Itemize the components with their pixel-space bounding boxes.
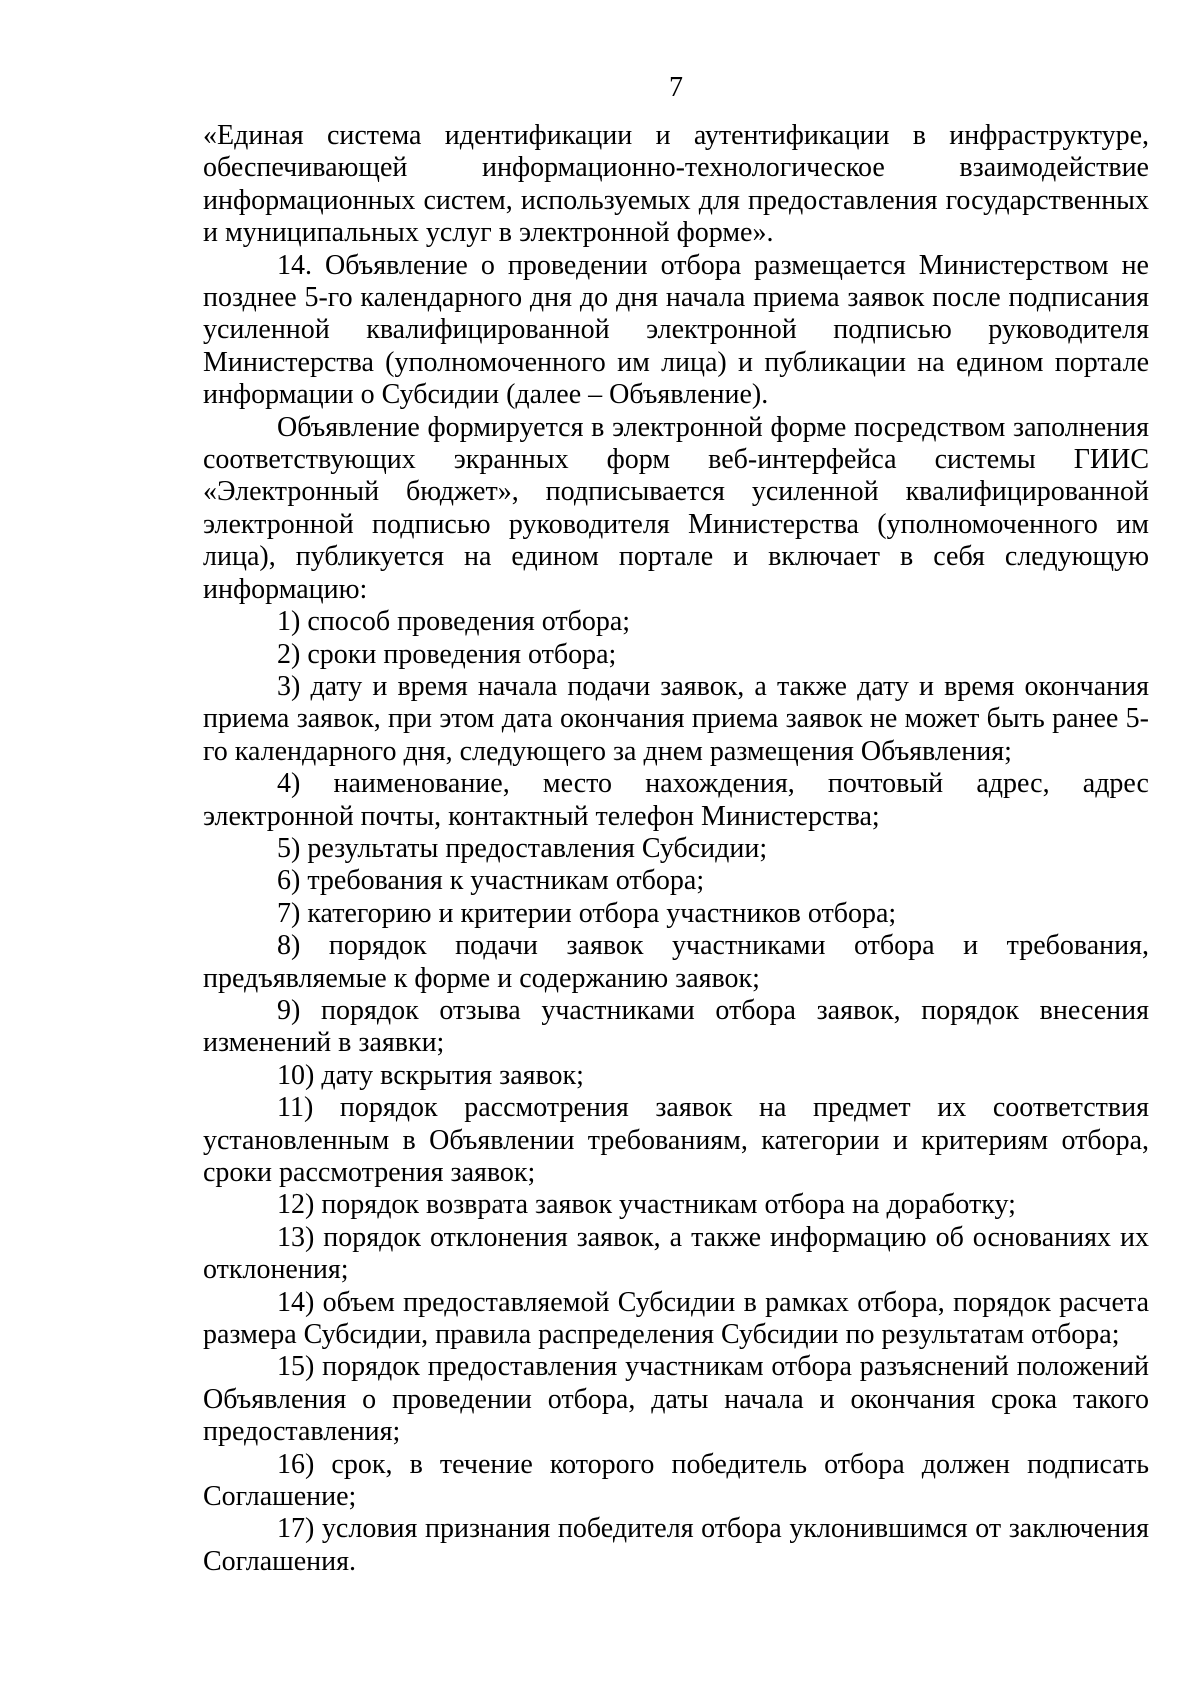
page-number: 7 xyxy=(669,72,683,103)
list-item: 15) порядок предоставления участникам отбора разъяснений положений Объявления о проведении отбора, даты начала и окончания срока такого предоставления; xyxy=(203,1351,1149,1448)
list-item: 10) дату вскрытия заявок; xyxy=(277,1059,584,1091)
list-item: 14) объем предоставляемой Субсидии в рамках отбора, порядок расчета размера Субсидии, правила распределения Субсидии по результатам отбора; xyxy=(203,1286,1149,1351)
list-item: 5) результаты предоставления Субсидии; xyxy=(277,832,768,864)
list-item: 12) порядок возврата заявок участникам отбора на доработку; xyxy=(277,1189,1016,1221)
paragraph-item-14: 14. Объявление о проведении отбора размещается Министерством не позднее 5-го календарного дня до дня начала приема заявок после подписания усиленной квалифицированной электронной подписью руководителя Министерства (уполномоченного им лица) и публикации на едином портале информации о Субсидии (далее – Объявление). xyxy=(203,249,1149,411)
list-item: 8) порядок подачи заявок участниками отбора и требования, предъявляемые к форме и содержанию заявок; xyxy=(203,930,1149,994)
paragraph-announcement: Объявление формируется в электронной форме посредством заполнения соответствующих экранных форм веб-интерфейса системы ГИИС «Электронный бюджет», подписывается усиленной квалифицированной электронной подписью руководителя Министерства (уполномоченного им лица), публикуется на едином портале и включает в себя следующую информацию: xyxy=(203,411,1149,605)
list-item: 6) требования к участникам отбора; xyxy=(277,865,705,897)
paragraph-continuation: «Единая система идентификации и аутентификации в инфраструктуре, обеспечивающей информационно-технологическое взаимодействие информационных систем, используемых для предоставления государственных и муниципальных услуг в электронной форме». xyxy=(203,120,1149,249)
list-item: 16) срок, в течение которого победитель отбора должен подписать Соглашение; xyxy=(203,1448,1149,1513)
list-item: 4) наименование, место нахождения, почтовый адрес, адрес электронной почты, контактный телефон Министерства; xyxy=(203,768,1149,832)
document-body xyxy=(203,120,1149,1578)
list-item: 17) условия признания победителя отбора уклонившимся от заключения Соглашения. xyxy=(203,1513,1149,1577)
list-item: 3) дату и время начала подачи заявок, а также дату и время окончания приема заявок, при этом дата окончания приема заявок не может быть ранее 5-го календарного дня, следующего за днем размещения Объявления; xyxy=(203,670,1149,767)
list-item: 7) категорию и критерии отбора участников отбора; xyxy=(277,897,897,929)
list-item: 1) способ проведения отбора; xyxy=(277,606,631,638)
list-item: 13) порядок отклонения заявок, а также информацию об основаниях их отклонения; xyxy=(203,1221,1149,1286)
list-item: 2) сроки проведения отбора; xyxy=(277,638,617,670)
list-item: 9) порядок отзыва участниками отбора заявок, порядок внесения изменений в заявки; xyxy=(203,994,1149,1059)
list-item: 11) порядок рассмотрения заявок на предмет их соответствия установленным в Объявлении требованиям, категории и критериям отбора, сроки рассмотрения заявок; xyxy=(203,1092,1149,1188)
